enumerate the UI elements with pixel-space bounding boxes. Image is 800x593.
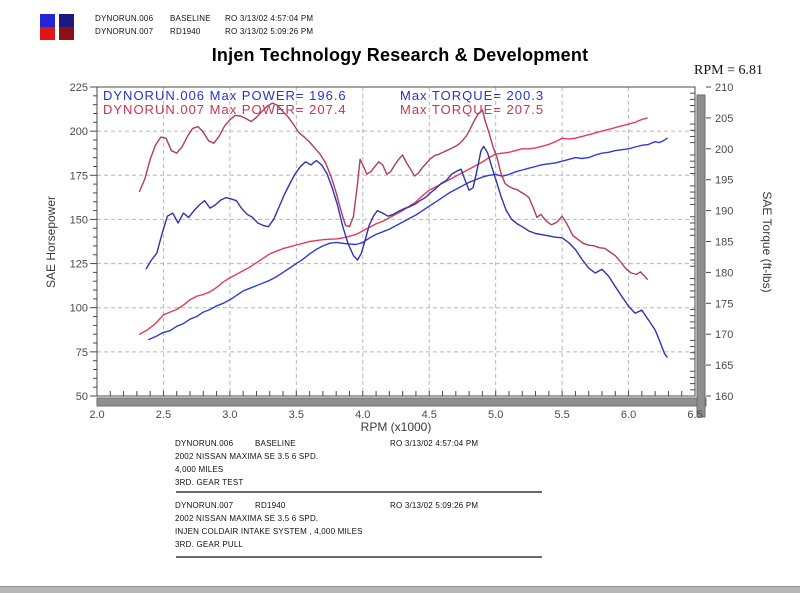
y-right-tick-label: 210 (715, 82, 734, 94)
x-axis-title: RPM (x1000) (360, 420, 432, 434)
y-right-tick-label: 185 (715, 236, 734, 249)
footer-run2-block (175, 499, 478, 551)
footer-run2-line: 3RD. GEAR PULL (175, 540, 244, 549)
footer-run1-line: 2002 NISSAN MAXIMA SE 3.5 6 SPD. (175, 452, 319, 461)
x-tick-label: 2.0 (89, 409, 105, 421)
y-left-tick-label: 225 (69, 82, 88, 94)
x-tick-label: 6.0 (620, 409, 637, 421)
y-left-tick-label: 200 (69, 126, 88, 139)
run2-timestamp: RO 3/13/02 5:09:26 PM (225, 27, 314, 36)
y-right-tick-label: 180 (715, 267, 734, 280)
plot-frame (97, 87, 695, 396)
footer-separator (176, 556, 542, 558)
footer-run1-line: 3RD. GEAR TEST (175, 478, 244, 487)
y-right-tick-label: 190 (715, 205, 734, 218)
x-tick-label: 3.5 (288, 409, 304, 421)
x-tick-label: 5.0 (488, 409, 504, 421)
legend-power-entry: DYNORUN.007 Max POWER= 207.4 (103, 102, 347, 117)
window-bottom-edge (0, 586, 800, 593)
x-tick-label: 2.5 (155, 409, 172, 421)
footer-run1-line: 4,000 MILES (175, 465, 224, 474)
y-right-axis-title: SAE Torque (ft-lbs) (760, 191, 774, 293)
series-line-dynorun-006-power (149, 138, 667, 339)
y-left-tick-label: 175 (69, 170, 88, 183)
page-title: Injen Technology Research & Development (211, 45, 589, 65)
horizontal-scrollbar[interactable] (97, 398, 706, 406)
series-line-dynorun-007-power (140, 118, 648, 334)
y-right-tick-label: 195 (715, 174, 734, 187)
run1-label: BASELINE (170, 14, 211, 23)
x-tick-label: 4.5 (421, 409, 437, 421)
footer-run2-filename: DYNORUN.007 (175, 501, 234, 510)
footer-separator (176, 491, 542, 493)
x-tick-label: 3.0 (222, 409, 238, 421)
y-right-tick-label: 205 (715, 112, 734, 125)
y-left-tick-label: 125 (69, 258, 88, 271)
y-left-axis-title: SAE Horsepower (44, 195, 58, 289)
vertical-scrollbar[interactable] (697, 95, 705, 417)
legend-power-entry: DYNORUN.006 Max POWER= 196.6 (103, 88, 347, 103)
x-tick-label: 4.0 (355, 409, 371, 421)
footer-run1-filename: DYNORUN.006 (175, 439, 234, 448)
run2-label: RD1940 (170, 27, 201, 36)
rpm-cursor-readout: RPM = 6.81 (694, 63, 763, 78)
series-line-dynorun-006-torque (146, 146, 667, 357)
run1-timestamp: RO 3/13/02 4:57:04 PM (225, 14, 314, 23)
y-right-tick-label: 165 (715, 360, 734, 373)
footer-run1-timestamp: RO 3/13/02 4:57:04 PM (390, 439, 479, 448)
y-right-tick-label: 175 (715, 298, 734, 311)
series-line-dynorun-007-torque (140, 103, 648, 279)
y-right-tick-label: 170 (715, 329, 734, 342)
run2-filename: DYNORUN.007 (95, 27, 154, 36)
footer-run2-header (175, 499, 478, 512)
y-left-tick-label: 50 (75, 391, 88, 403)
footer-run2-line: 2002 NISSAN MAXIMA SE 3.5 6 SPD. (175, 514, 319, 523)
y-right-tick-label: 200 (715, 143, 734, 156)
y-left-tick-label: 150 (69, 214, 88, 227)
x-tick-label: 6.5 (687, 409, 703, 421)
footer-run2-timestamp: RO 3/13/02 5:09:26 PM (390, 501, 479, 510)
footer-run1-header (175, 437, 478, 450)
legend-torque-entry: Max TORQUE= 200.3 (400, 88, 545, 103)
footer-run2-line: INJEN COLDAIR INTAKE SYSTEM , 4,000 MILES (175, 527, 363, 536)
legend-torque-entry: Max TORQUE= 207.5 (400, 102, 545, 117)
footer-run2-label: RD1940 (255, 501, 286, 510)
footer-run1-block (175, 437, 478, 489)
footer-run1-label: BASELINE (255, 439, 296, 448)
y-left-tick-label: 100 (69, 302, 88, 315)
y-left-tick-label: 75 (75, 346, 88, 359)
run1-filename: DYNORUN.006 (95, 14, 154, 23)
x-tick-label: 5.5 (554, 409, 570, 421)
y-right-tick-label: 160 (715, 391, 734, 403)
